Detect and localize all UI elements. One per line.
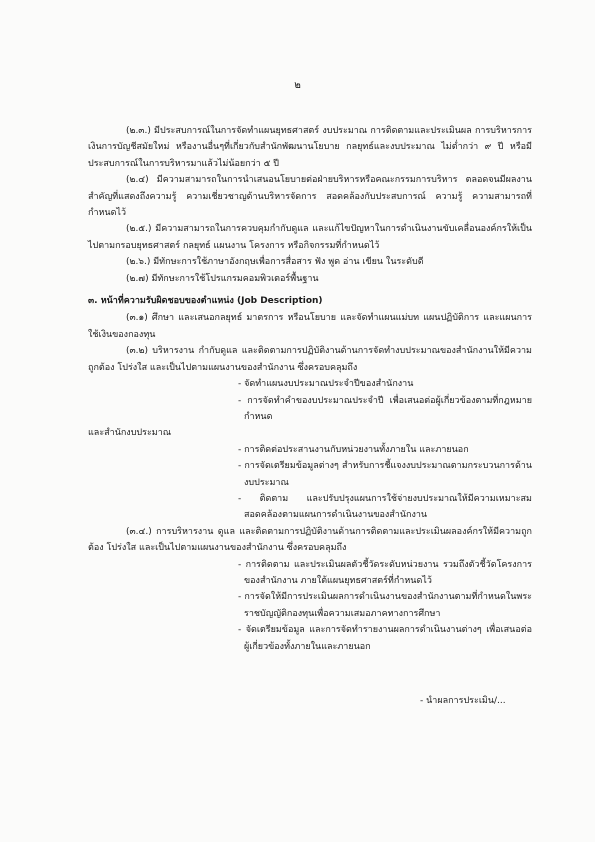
qualification-2-4: (๒.๔) มีความสามารถในการนำเสนอนโยบายต่อฝ่ายบริหารหรือคณะกรรมการบริหาร ตลอดจนมีผลงานสำคัญที่แสดงถึงความรู้ ความเชี่ยวชาญด้านบริหารจัดการ สอดคล้องกับประสบการณ์ ความรู้ ความสามารถที่กำหนดไว้ [88, 175, 532, 219]
duty-3-4: (๓.๔.) การบริหารงาน ดูแล และติดตามการปฏิบัติงานด้านการติดตามและประเมินผลองค์กรให้มีความถูกต้อง โปร่งใส และเป็นไปตามแผนงานของสำนักงาน ซึ่งครอบคลุมถึง [88, 526, 532, 554]
qualification-2-5: (๒.๕.) มีความสามารถในการควบคุมกำกับดูแล และแก้ไขปัญหาในการดำเนินงานขับเคลื่อนองค์กรให้เป็นไปตามกรอบยุทธศาสตร์ กลยุทธ์ แผนงาน โครงการ หรือกิจกรรมที่กำหนดไว้ [88, 224, 532, 251]
qualification-2-3: (๒.๓.) มีประสบการณ์ในการจัดทำแผนยุทธศาสตร์ งบประมาณ การติดตามและประเมินผล การบริหารการเงินการบัญชีสมัยใหม่ หรืองานอื่นๆที่เกี่ยวกับสำนักพัฒนานโยบาย กลยุทธ์และงบประมาณ ไม่ต่ำกว่า ๙ ปี หรือมีประสบการณ์ในการบริหารมาแล้วไม่น้อยกว่า ๕ ปี [88, 126, 532, 169]
duty-3-2-bullet: - การจัดเตรียมข้อมูลต่างๆ สำหรับการชี้แจงงบประมาณตามกระบวนการด้านงบประมาณ [238, 461, 532, 488]
duty-3-2-bullet: - การจัดทำคำของบประมาณประจำปี เพื่อเสนอต่อผู้เกี่ยวข้องตามที่กฎหมายกำหนด [238, 395, 532, 422]
duty-3-2-bullet: - การติดต่อประสานงานกับหน่วยงานทั้งภายใน และภายนอก [238, 444, 469, 455]
duty-3-4-bullet: - การติดตาม และประเมินผลตัวชี้วัดระดับหน่วยงาน รวมถึงตัวชี้วัดโครงการของสำนักงาน ภายใต้แผนยุทธศาสตร์ที่กำหนดไว้ [238, 559, 532, 586]
duty-3-2-continuation: และสำนักงบประมาณ [88, 428, 172, 439]
qualification-2-6: (๒.๖.) มีทักษะการใช้ภาษาอังกฤษเพื่อการสื่อสาร ฟัง พูด อ่าน เขียน ในระดับดี [126, 257, 424, 268]
page-number: ๒ [294, 80, 301, 91]
duty-3-2-bullet: - ติดตาม และปรับปรุงแผนการใช้จ่ายงบประมาณให้มีความเหมาะสมสอดคล้องตามแผนการดำเนินงานของสำนักงาน [238, 493, 532, 521]
qualification-2-7: (๒.๗) มีทักษะการใช้โปรแกรมคอมพิวเตอร์พื้นฐาน [126, 273, 319, 284]
duty-3-1: (๓.๑) ศึกษา และเสนอกลยุทธ์ มาตรการ หรือนโยบาย และจัดทำแผนแม่บท แผนปฏิบัติการ และแผนการใช้เงินของกองทุน [88, 313, 532, 340]
duty-3-4-bullet: - การจัดให้มีการประเมินผลการดำเนินงานของสำนักงานตามที่กำหนดในพระราชบัญญัติกองทุนเพื่อความเสมอภาคทางการศึกษา [238, 592, 532, 619]
section-3-heading: ๓. หน้าที่ความรับผิดชอบของตำแหน่ง (Job Description) [88, 296, 323, 307]
continuation-footer: - นำผลการประเมิน/... [420, 696, 506, 706]
duty-3-4-bullet: - จัดเตรียมข้อมูล และการจัดทำรายงานผลการดำเนินงานต่างๆ เพื่อเสนอต่อผู้เกี่ยวข้องทั้งภายในและภายนอก [238, 625, 532, 652]
duty-3-2-bullet: - จัดทำแผนงบประมาณประจำปีของสำนักงาน [238, 379, 414, 390]
duty-3-2: (๓.๒) บริหารงาน กำกับดูแล และติดตามการปฏิบัติงานด้านการจัดทำงบประมาณของสำนักงานให้มีความถูกต้อง โปร่งใส และเป็นไปตามแผนงานของสำนักงาน ซึ่งครอบคลุมถึง [88, 346, 532, 373]
page-content [88, 123, 532, 655]
